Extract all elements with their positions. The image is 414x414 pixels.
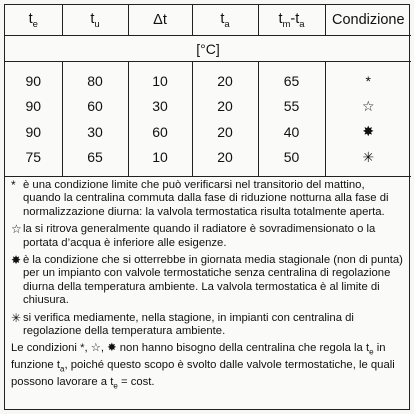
cell-te: 75 <box>5 145 62 177</box>
table-row <box>5 119 411 145</box>
header-condizione: Condizione <box>325 5 411 36</box>
table-row <box>5 145 411 177</box>
cell-ta: 20 <box>192 119 258 145</box>
note-item <box>11 254 403 308</box>
note-item <box>11 312 403 339</box>
notes-section <box>5 177 409 392</box>
cell-tu: 65 <box>62 145 128 177</box>
cell-te: 90 <box>5 94 62 120</box>
cell-symbol: * <box>365 72 371 89</box>
cell-tu: 80 <box>62 62 128 94</box>
cell-symbol: ☆ <box>361 97 375 114</box>
header-tm-ta: $t_m-t_a$ <box>258 5 325 36</box>
snowflake-star-icon: ✳ <box>11 310 22 325</box>
cell-te: 90 <box>5 62 62 94</box>
final-paragraph: Le condizioni *, ☆, ✸ non hanno bisogno della centralina che regola la $t_e$ in funzione $t_a$, poiché questo scopo è svolto dalle valvole termostatiche, le quali possono lavorare a $t_e = \cos t$. <box>11 342 395 391</box>
header-delta-t: Δt <box>128 5 192 36</box>
cell-te: 90 <box>5 119 62 145</box>
cell-tm: 65 <box>258 62 325 94</box>
star-outline-icon: ☆ <box>11 222 22 237</box>
table-header-row <box>5 5 411 36</box>
note-text: si verifica mediamente, nella stagione, in impianti con centralina di regolazione della temperatura ambiente. <box>23 311 354 338</box>
burst-star-icon: ✸ <box>11 253 22 268</box>
cell-dt: 10 <box>128 145 192 177</box>
header-ta: $t_a$ <box>192 5 258 36</box>
note-item <box>11 179 403 219</box>
header-te: $t_e$ <box>5 5 62 36</box>
cell-ta: 20 <box>192 62 258 94</box>
table-row <box>5 62 411 94</box>
cell-tu: 30 <box>62 119 128 145</box>
cell-ta: 20 <box>192 145 258 177</box>
note-text: è una condizione limite che può verificarsi nel transitorio del mattino, quando la centralina commuta dalla fase di riduzione notturna alla fase di normalizzazione diurna: la valvola termostatica risulta totalmente aperta. <box>23 179 389 218</box>
unit-row <box>5 36 411 62</box>
temperature-table <box>5 5 411 177</box>
unit-label: [°C] <box>5 36 411 62</box>
cell-ta: 20 <box>192 94 258 120</box>
table-row <box>5 94 411 120</box>
cell-tm: 50 <box>258 145 325 177</box>
cell-tm: 55 <box>258 94 325 120</box>
cell-dt: 30 <box>128 94 192 120</box>
cell-dt: 10 <box>128 62 192 94</box>
document-page <box>4 4 410 410</box>
cell-symbol: ✸ <box>362 123 375 140</box>
cell-tm: 40 <box>258 119 325 145</box>
note-text: è la condizione che si otterrebbe in giornata media stagionale (non di punta) per un impianto con valvole termostatiche senza centralina di regolazione diurna della temperatura ambiente. La valvola termostatica è al limite di chiusura. <box>23 254 403 307</box>
cell-symbol: ✳ <box>325 145 411 177</box>
cell-tu: 60 <box>62 94 128 120</box>
cell-dt: 60 <box>128 119 192 145</box>
header-tu: $t_u$ <box>62 5 128 36</box>
note-text: la si ritrova generalmente quando il radiatore è sovradimensionato o la portata d’acqua è inferiore alle esigenze. <box>23 223 376 249</box>
asterisk-icon: * <box>11 178 16 192</box>
note-item <box>11 223 403 250</box>
